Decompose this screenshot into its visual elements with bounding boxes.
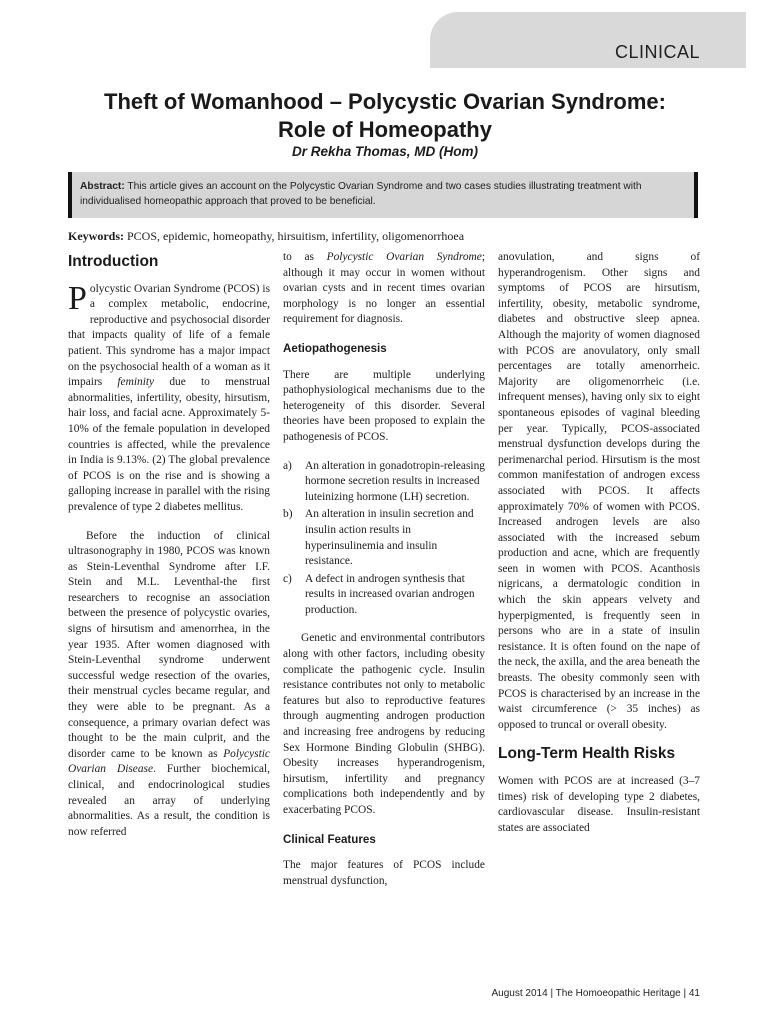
abstract-text: This article gives an account on the Polycystic Ovarian Syndrome and two cases studies illustrating treatment with individualised homeopathic approach that proved to be beneficial.	[80, 181, 642, 207]
keywords	[68, 228, 708, 244]
article-author: Dr Rekha Thomas, MD (Hom)	[291, 144, 479, 159]
contributors-paragraph: Genetic and environmental contributors along with other factors, including obesity complicate the pathogenic cycle. Insulin resistance contributes not only to metabolic features but also to reproductive features through augmenting androgen production and increasing free androgens by reducing Sex Hormone Binding Globulin (SHBG). Obesity increases hyperandrogenism, hirsutism, infertility and pregnancy complications both independently and by exacerbating PCOS.	[283, 632, 485, 816]
list-item: c) A defect in androgen synthesis that results in increased ovarian androgen production.	[283, 572, 475, 616]
drop-cap: P	[68, 279, 87, 317]
abstract-box	[68, 172, 698, 218]
section-tab	[430, 12, 746, 68]
aetiopathogenesis-paragraph: There are multiple underlying pathophysiological mechanisms due to the heterogeneity of this disorder. Several theories have been proposed to explain the pathogenesis of PCOS.	[283, 368, 485, 443]
keywords-label: Keywords:	[68, 229, 124, 243]
section-heading-long-term-health-risks: Long-Term Health Risks	[498, 745, 676, 763]
column-3	[498, 250, 700, 849]
article-title-line2: Role of Homeopathy	[278, 117, 492, 142]
list-item: b) An alteration in insulin secretion and insulin action results in hyperinsulinemia and insulin resistance.	[283, 508, 474, 568]
article-title-line1: Theft of Womanhood – Polycystic Ovarian Syndrome:	[104, 89, 666, 114]
health-risks-paragraph: Women with PCOS are at increased (3–7 times) risk of developing type 2 diabetes, cardiovascular disease. Insulin-resistant states are associated	[498, 775, 700, 834]
section-heading-introduction: Introduction	[68, 253, 159, 270]
intro-paragraph-1: Polycystic Ovarian Syndrome (PCOS) is a complex metabolic, endocrine, reproductive and psychosocial disorder that impacts quality of life of a female patient. This syndrome has a major impact on the psychosocial health of a woman as it impairs feminity due to menstrual abnormalities, infertility, obesity, hirsutism, hair loss, and facial acne. Approximately 5-10% of the female population in developed countries is affected, while the prevalence in India is 9.13%. (2) The global prevalence of PCOS is on the rise and is showing a galloping increase in parallel with the rising prevalence of type 2 diabetes mellitus.	[68, 279, 270, 513]
intro-paragraph-2: Before the induction of clinical ultrasonography in 1980, PCOS was known as Stein-Leventhal Syndrome after I.F. Stein and M.L. Leventhal-the first researchers to recognise an association between the presence of polycystic ovaries, signs of hirsutism and amenorrhea, in the year 1935. After women diagnosed with Stein-Leventhal syndrome underwent successful wedge resection of the ovaries, their menstrual cycles became regular, and they were able to be pregnant. As a consequence, a primary ovarian defect was thought to be the main culprit, and the disorder came to be known as Polycystic Ovarian Disease. Further biochemical, clinical, and endocrinological studies revealed an array of underlying abnormalities. As a result, the condition is now referred	[68, 529, 270, 838]
mechanism-list	[283, 459, 485, 619]
section-label: CLINICAL	[614, 42, 700, 62]
list-item: a) An alteration in gonadotropin-releasing hormone secretion results in increased luteinizing hormone (LH) secretion.	[283, 459, 485, 503]
column2-paragraph-1: to as Polycystic Ovarian Syndrome; although it may occur in women without ovarian cysts and in recent times ovarian morphology is no longer an essential requirement for diagnosis.	[283, 251, 485, 326]
column3-paragraph-1: anovulation, and signs of hyperandrogenism. Other signs and symptoms of PCOS are hirsutism, infertility, obesity, metabolic syndrome, diabetes and obstructive sleep apnea. Although the majority of women diagnosed with PCOS are anovulatory, only small percentages are totally amenorrheic. Majority are oligomenorrheic (i.e. infrequent menses), having only six to eight spontaneous episodes of vaginal bleeding per year. Typically, PCOS-associated menstrual dysfunction develops during the perimenarchal period. Hirsutism is the most common manifestation of androgen excess associated with PCOS. It affects approximately 70% of women with PCOS. Increased androgen levels are also associated with the increased sebum production and acne, which are frequently seen in women with PCOS. Acanthosis nigricans, a dermatologic condition in which the skin appears velvety and hyperpigmented, is frequently seen in persons who are in a state of insulin resistance. It is often found on the nape of the neck, the axilla, and the area beneath the breasts. The obesity commonly seen with PCOS is characterised by an increase in the waist circumference (> 35 inches) as opposed to truncal or overall obesity.	[498, 251, 700, 731]
page-footer: August 2014 | The Homoeopathic Heritage | 41	[491, 988, 700, 999]
column-1	[68, 250, 270, 853]
subheading-aetiopathogenesis: Aetiopathogenesis	[283, 341, 387, 355]
abstract-label: Abstract:	[80, 181, 125, 192]
clinical-features-paragraph: The major features of PCOS include menstrual dysfunction,	[283, 859, 485, 887]
subheading-clinical-features: Clinical Features	[283, 832, 376, 846]
keywords-text: PCOS, epidemic, homeopathy, hirsuitism, infertility, oligomenorrhoea	[127, 229, 465, 243]
column-2	[283, 250, 485, 902]
